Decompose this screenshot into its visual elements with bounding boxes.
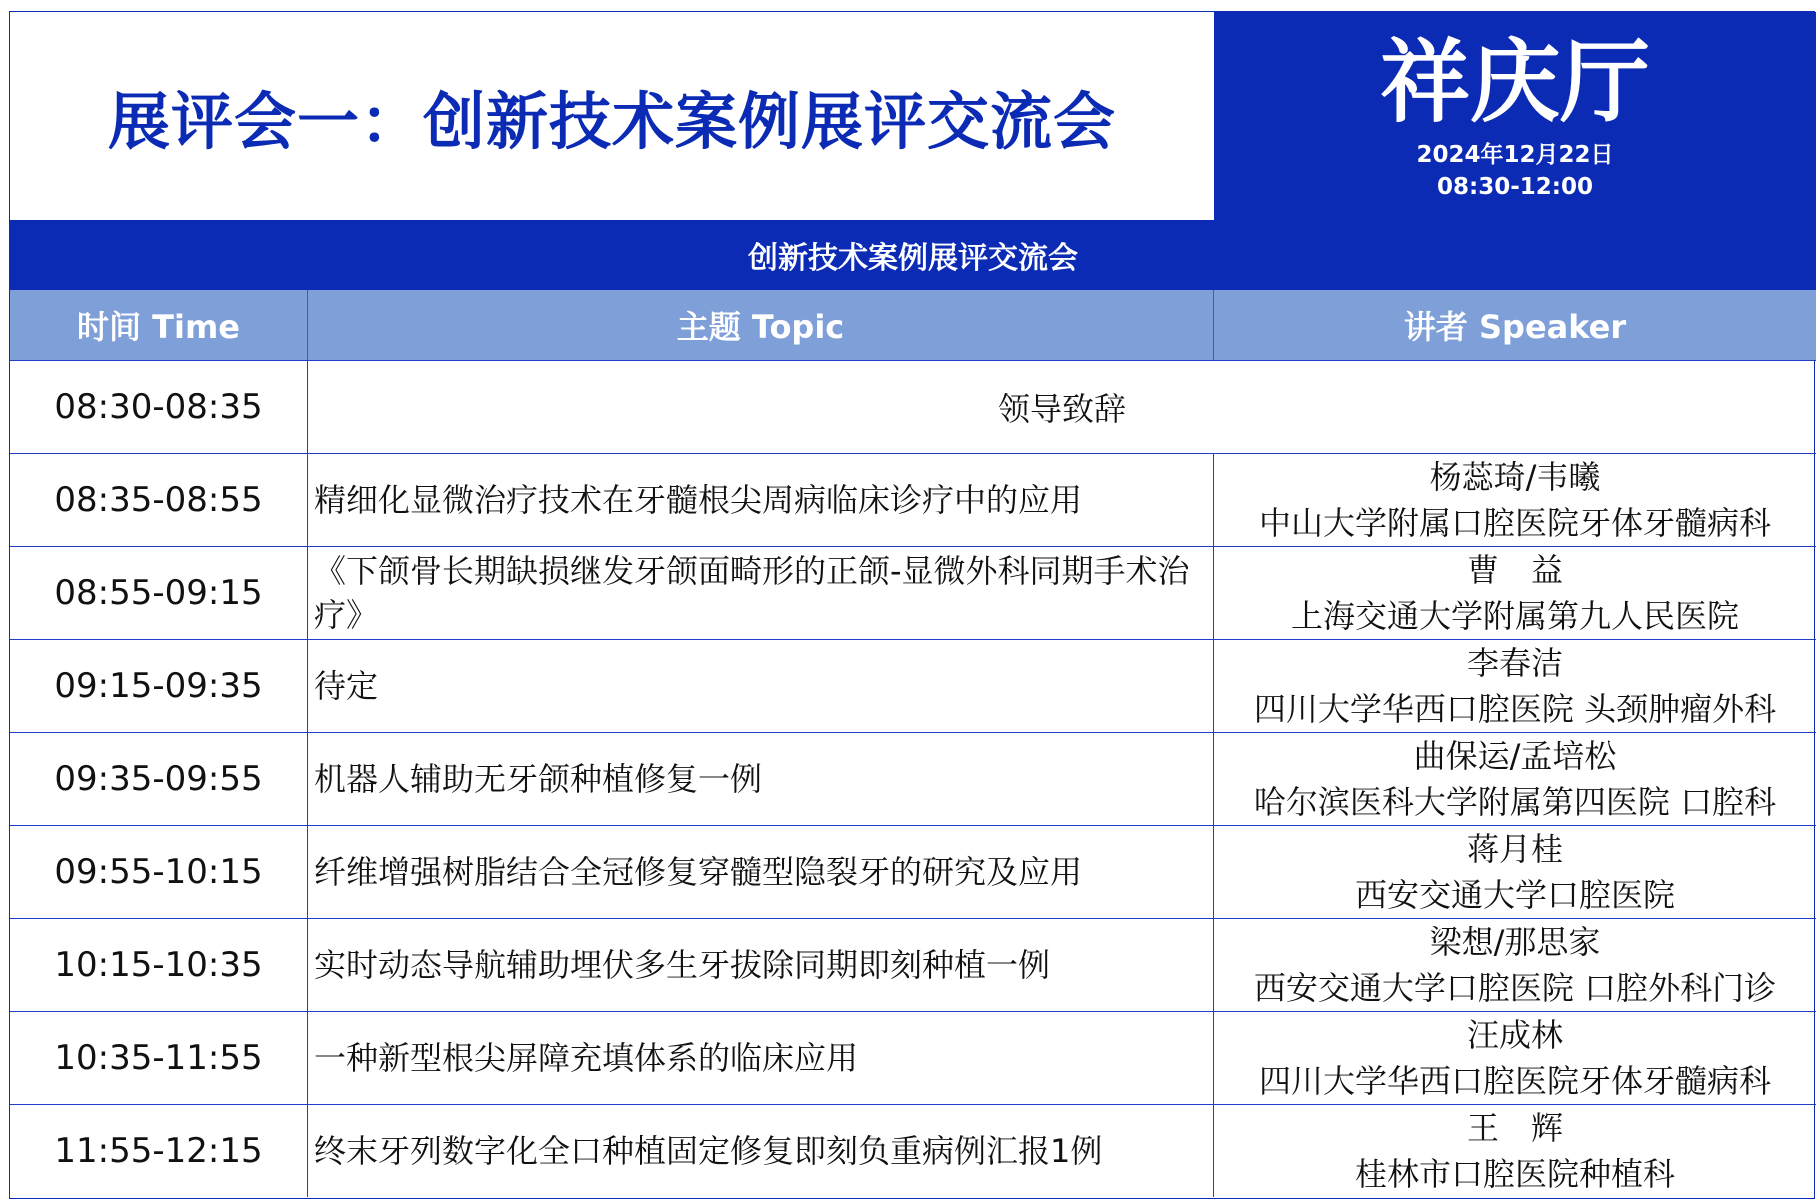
header [10,12,1816,220]
speaker-organization: 西安交通大学口腔医院 口腔外科门诊 [1253,969,1777,1007]
column-header-time: 时间 Time [10,290,308,360]
table-header [10,290,1816,360]
session-title: 创新技术案例展评交流会 [10,220,1816,290]
speaker-name: 王 辉 [1466,1109,1563,1147]
row-speaker [1214,919,1816,1011]
speaker-name: 杨蕊琦/韦曦 [1429,458,1601,496]
row-time: 09:15-09:35 [10,640,308,732]
event-date: 2024年12月22日 [1416,142,1614,168]
row-topic: 一种新型根尖屏障充填体系的临床应用 [308,1012,1214,1104]
table-row [10,453,1816,546]
table-row [10,546,1816,639]
row-topic: 待定 [308,640,1214,732]
row-time: 09:55-10:15 [10,826,308,918]
page-title: 展评会一：创新技术案例展评交流会 [107,84,1116,158]
speaker-organization: 哈尔滨医科大学附属第四医院 口腔科 [1253,783,1777,821]
row-speaker [1214,640,1816,732]
row-speaker [1214,547,1816,639]
row-speaker [1214,1012,1816,1104]
table-row [10,1011,1816,1104]
table-row [10,639,1816,732]
column-header-speaker: 讲者 Speaker [1403,308,1627,346]
row-topic: 领导致辞 [997,390,1126,428]
row-time: 08:35-08:55 [10,454,308,546]
row-topic: 纤维增强树脂结合全冠修复穿髓型隐裂牙的研究及应用 [308,826,1214,918]
event-time: 08:30-12:00 [1437,174,1593,200]
table-row [10,1104,1816,1197]
speaker-name: 蒋月桂 [1466,830,1563,868]
row-topic: 实时动态导航辅助埋伏多生牙拔除同期即刻种植一例 [308,919,1214,1011]
table-row [10,918,1816,1011]
row-topic: 机器人辅助无牙颌种植修复一例 [308,733,1214,825]
table-row [10,360,1816,453]
speaker-organization: 四川大学华西口腔医院 头颈肿瘤外科 [1253,690,1777,728]
hall-cell [1214,12,1816,220]
column-header-topic: 主题 Topic [308,290,1214,360]
row-time: 11:55-12:15 [10,1105,308,1197]
speaker-name: 曲保运/孟培松 [1413,737,1617,775]
speaker-organization: 桂林市口腔医院种植科 [1354,1155,1675,1193]
row-speaker [1214,733,1816,825]
table-row [10,732,1816,825]
speaker-name: 汪成林 [1466,1016,1563,1054]
row-topic: 精细化显微治疗技术在牙髓根尖周病临床诊疗中的应用 [308,454,1214,546]
speaker-name: 梁想/那思家 [1429,923,1601,961]
row-time: 10:15-10:35 [10,919,308,1011]
row-topic: 《下颌骨长期缺损继发牙颌面畸形的正颌-显微外科同期手术治疗》 [308,547,1214,639]
row-time: 08:55-09:15 [10,547,308,639]
table-row [10,825,1816,918]
speaker-organization: 中山大学附属口腔医院牙体牙髓病科 [1258,504,1771,542]
row-time: 08:30-08:35 [10,361,308,453]
row-time: 09:35-09:55 [10,733,308,825]
speaker-organization: 上海交通大学附属第九人民医院 [1290,597,1739,635]
speaker-name: 李春洁 [1466,644,1563,682]
row-time: 10:35-11:55 [10,1012,308,1104]
row-speaker [1214,826,1816,918]
schedule-sheet [9,11,1815,1199]
row-topic: 终末牙列数字化全口种植固定修复即刻负重病例汇报1例 [308,1105,1214,1197]
row-speaker [1214,1105,1816,1197]
speaker-organization: 西安交通大学口腔医院 [1354,876,1675,914]
schedule-table [10,360,1816,1197]
speaker-name: 曹 益 [1466,551,1563,589]
speaker-organization: 四川大学华西口腔医院牙体牙髓病科 [1258,1062,1771,1100]
hall-name: 祥庆厅 [1380,30,1650,135]
row-speaker [1214,454,1816,546]
title-cell [10,12,1214,220]
